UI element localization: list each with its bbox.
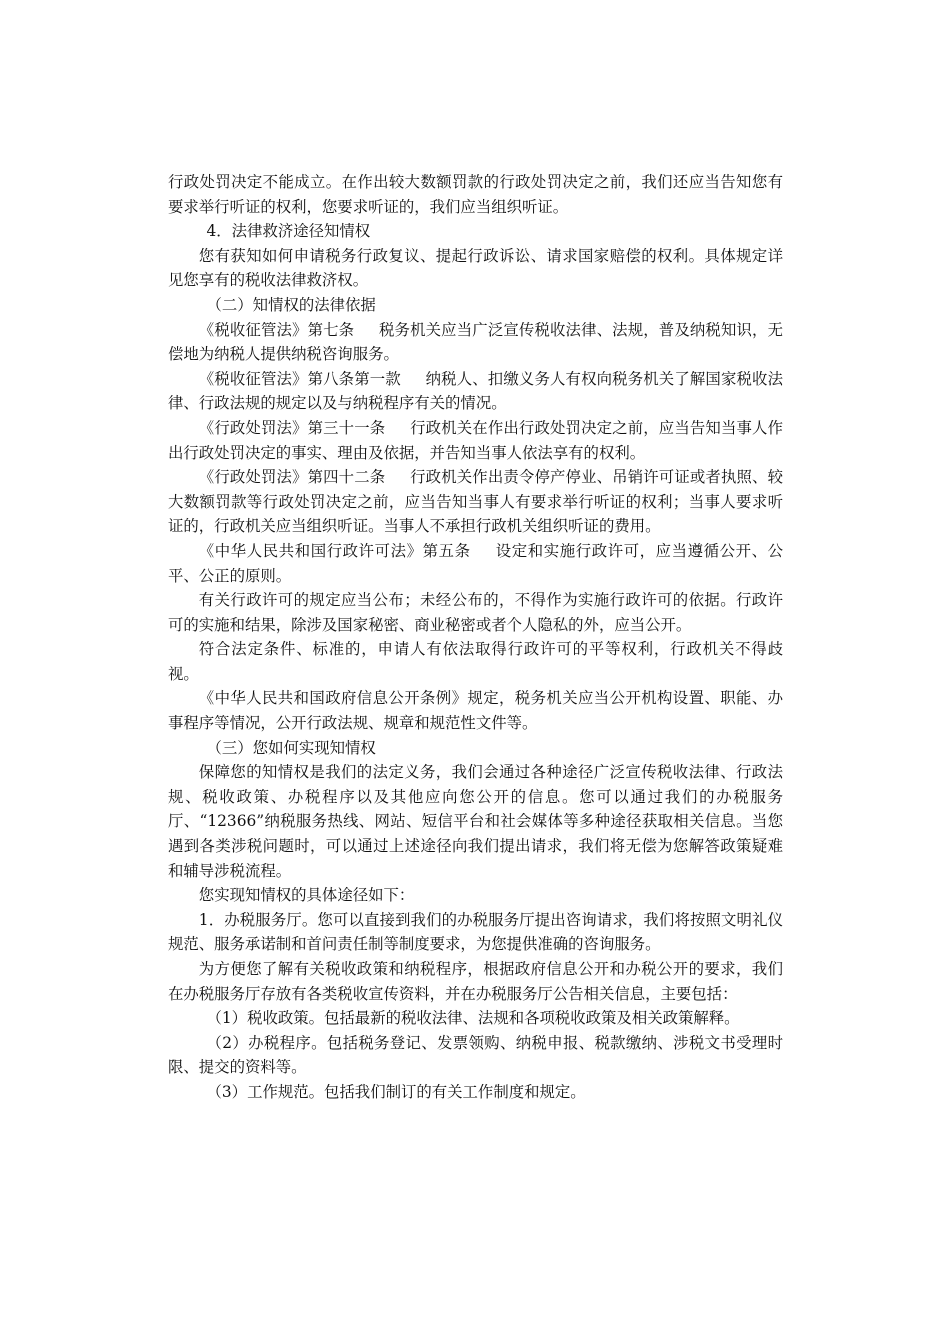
paragraph: 行政处罚决定不能成立。在作出较大数额罚款的行政处罚决定之前，我们还应当告知您有要求举行听证的权利，您要求听证的，我们应当组织听证。 [168, 173, 783, 216]
paragraph: 保障您的知情权是我们的法定义务，我们会通过各种途径广泛宣传税收法律、行政法规、税收政策、办税程序以及其他应向您公开的信息。您可以通过我们的办税服务厅、“12366”纳税服务热线、网站、短信平台和社会媒体等多种途径获取相关信息。当您遇到各类涉税问题时，可以通过上述途径向我们提出请求，我们将无偿为您解答政策疑难和辅导涉税流程。 [168, 763, 783, 880]
legal-basis-paragraph: 《行政处罚法》第四十二条 行政机关作出责令停产停业、吊销许可证或者执照、较大数额罚款等行政处罚决定之前，应当告知当事人有要求举行听证的权利；当事人要求听证的，行政机关应当组织听证。当事人不承担行政机关组织听证的费用。 [168, 468, 783, 536]
paragraph: 《中华人民共和国政府信息公开条例》规定，税务机关应当公开机构设置、职能、办事程序等情况，公开行政法规、规章和规范性文件等。 [168, 689, 783, 733]
law-citation: 《税收征管法》第八条第一款 [198, 369, 401, 388]
list-item: （2）办税程序。包括税务登记、发票领购、纳税申报、税款缴纳、涉税文书受理时限、提交的资料等。 [168, 1033, 783, 1077]
document-body [168, 170, 783, 1105]
paragraph: 为方便您了解有关税收政策和纳税程序，根据政府信息公开和办税公开的要求，我们在办税服务厅存放有各类税收宣传资料，并在办税服务厅公告相关信息，主要包括： [168, 960, 783, 1003]
section-heading: （三）您如何实现知情权 [206, 738, 376, 757]
law-citation: 《行政处罚法》第四十二条 [198, 468, 386, 487]
paragraph: 有关行政许可的规定应当公布；未经公布的，不得作为实施行政许可的依据。行政许可的实施和结果，除涉及国家秘密、商业秘密或者个人隐私的外，应当公开。 [168, 591, 783, 634]
paragraph: 您实现知情权的具体途径如下： [198, 886, 415, 905]
list-item: （1）税收政策。包括最新的税收法律、法规和各项税收政策及相关政策解释。 [206, 1009, 740, 1028]
legal-basis-paragraph: 《税收征管法》第七条 税务机关应当广泛宣传税收法律、法规，普及纳税知识，无偿地为纳税人提供纳税咨询服务。 [168, 320, 783, 364]
legal-basis-paragraph: 《税收征管法》第八条第一款 纳税人、扣缴义务人有权向税务机关了解国家税收法律、行政法规的规定以及与纳税程序有关的情况。 [168, 369, 783, 413]
list-item: 1．办税服务厅。您可以直接到我们的办税服务厅提出咨询请求，我们将按照文明礼仪规范、服务承诺制和首问责任制等制度要求，为您提供准确的咨询服务。 [168, 910, 783, 954]
law-citation: 《中华人民共和国行政许可法》第五条 [198, 541, 471, 560]
list-item: （3）工作规范。包括我们制订的有关工作制度和规定。 [206, 1082, 586, 1101]
section-heading: （二）知情权的法律依据 [206, 295, 376, 314]
section-heading: 4．法律救济途径知情权 [206, 222, 371, 241]
legal-basis-paragraph: 《中华人民共和国行政许可法》第五条 设定和实施行政许可，应当遵循公开、公平、公正的原则。 [168, 541, 783, 585]
law-citation: 《行政处罚法》第三十一条 [198, 418, 386, 437]
law-citation: 《税收征管法》第七条 [198, 320, 355, 339]
paragraph: 您有获知如何申请税务行政复议、提起行政诉讼、请求国家赔偿的权利。具体规定详见您享有的税收法律救济权。 [168, 246, 783, 290]
paragraph: 符合法定条件、标准的，申请人有依法取得行政许可的平等权利，行政机关不得歧视。 [168, 640, 783, 683]
legal-basis-paragraph: 《行政处罚法》第三十一条 行政机关在作出行政处罚决定之前，应当告知当事人作出行政处罚决定的事实、理由及依据，并告知当事人依法享有的权利。 [168, 418, 783, 462]
